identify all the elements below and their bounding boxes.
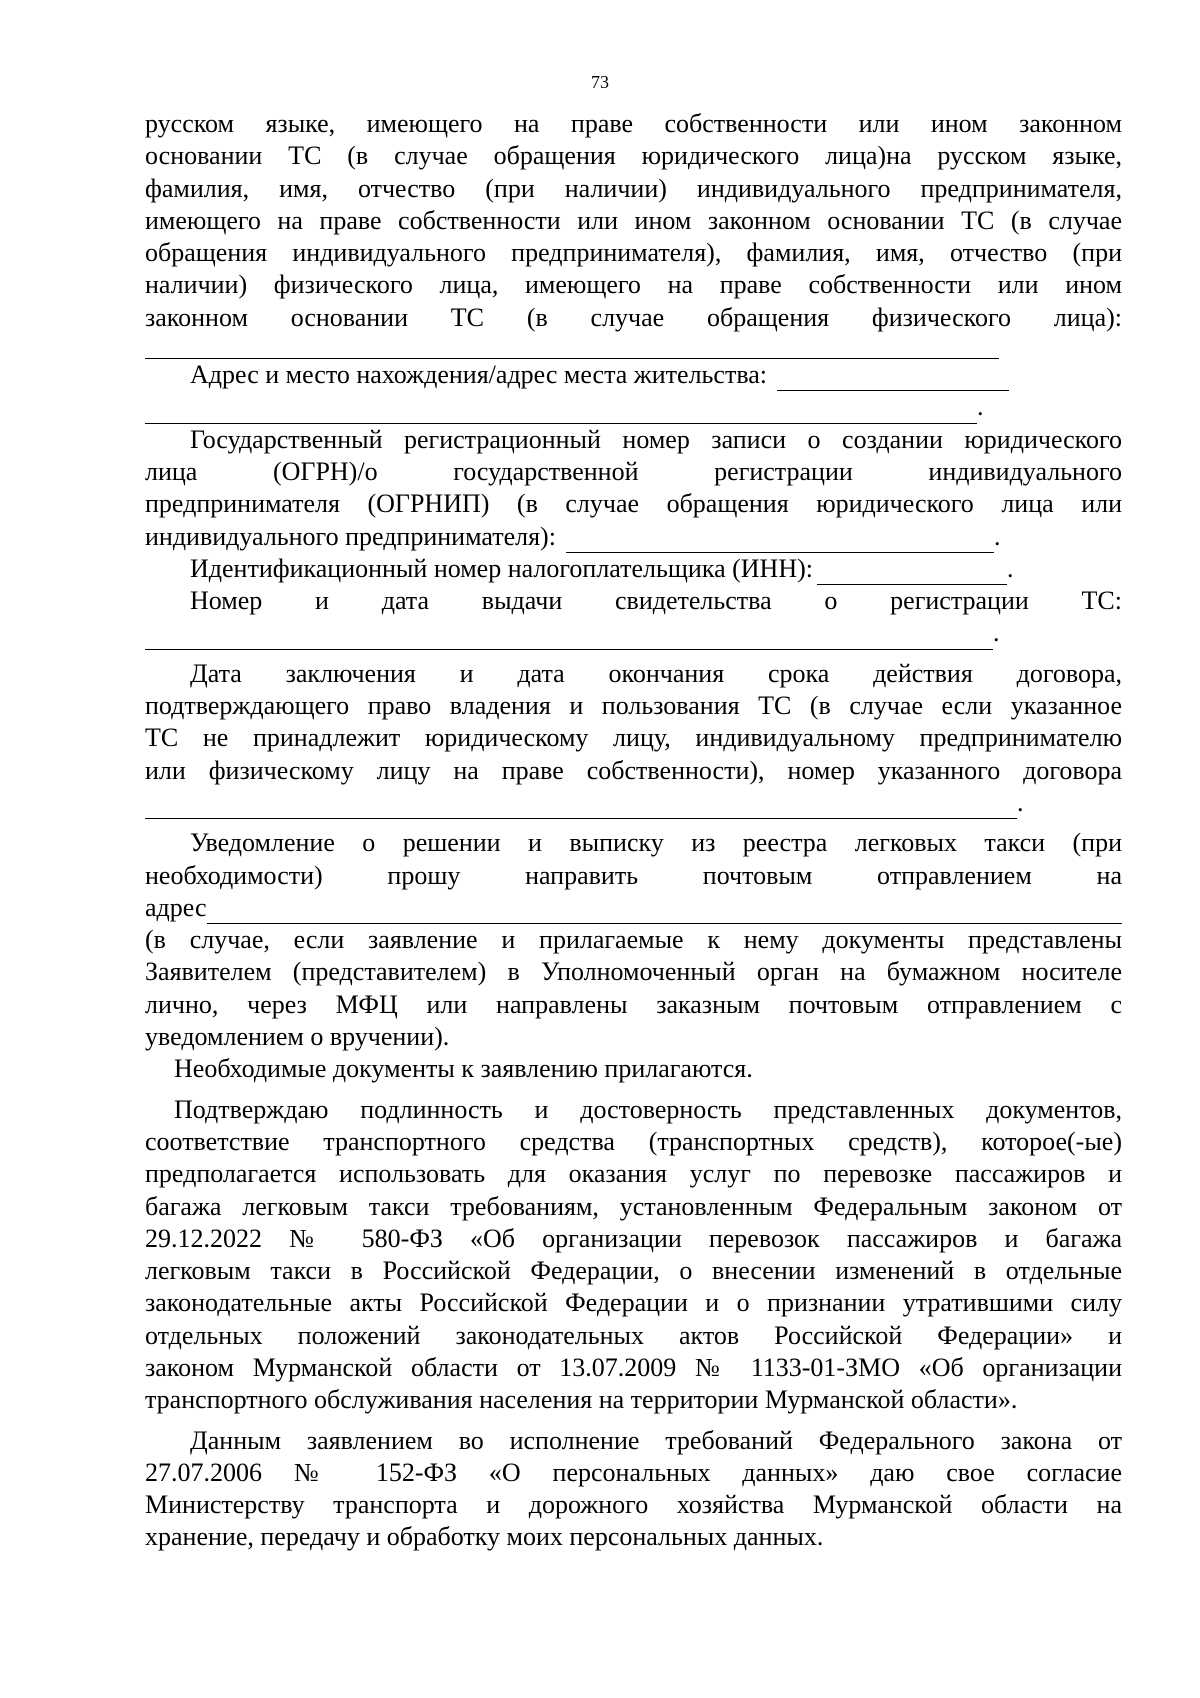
confirmation-paragraph [145, 1094, 1122, 1417]
text-line: багажа легковым такси требованиям, установленным Федеральным законом от [145, 1191, 1122, 1221]
text-line: подтверждающего право владения и пользования ТС (в случае если указанное [145, 691, 1122, 721]
text-line: русском языке, имеющего на праве собственности или ином законном [145, 109, 1122, 138]
address-field [145, 359, 1122, 424]
fill-blank [145, 334, 999, 359]
notification-paragraph [145, 827, 1122, 1053]
inn-field [145, 553, 1122, 585]
text-line: предпринимателя (ОГРНИП) (в случае обращения юридического лица или [145, 489, 1122, 519]
text-line: законом Мурманской области от 13.07.2009 № 1133-01-ЗМО «Об организации [145, 1352, 1122, 1382]
attached-docs: Необходимые документы к заявлению прилагаются. [174, 1054, 753, 1084]
text-line: Государственный регистрационный номер записи о создании юридического [190, 424, 1122, 454]
text-line: 27.07.2006 № 152-ФЗ «О персональных данных» даю свое согласие [145, 1457, 1122, 1487]
end-mark: . [1006, 553, 1014, 583]
inn-blank [817, 560, 1007, 585]
ogrn-row [145, 521, 1122, 553]
text-line: Дата заключения и дата окончания срока действия договора, [190, 658, 1122, 688]
text-line: законодательные акты Российской Федерации и о признании утратившими силу [145, 1288, 1122, 1318]
notification-address-blank [207, 899, 1123, 924]
certificate-row [145, 617, 1122, 649]
end-mark: . [993, 618, 1000, 648]
text-line: 29.12.2022 № 580-ФЗ «Об организации перевозок пассажиров и багажа [145, 1223, 1122, 1253]
text-line: необходимости) прошу направить почтовым отправлением на [145, 860, 1122, 890]
text-line: обращения индивидуального предпринимателя), фамилия, имя, отчество (при [145, 238, 1122, 268]
contract-row [145, 787, 1122, 819]
consent-paragraph [145, 1425, 1122, 1554]
text-line: имеющего на праве собственности или ином законном основании ТС (в случае [145, 205, 1122, 235]
ogrn-blank [566, 528, 994, 553]
address-blank-2 [145, 399, 977, 424]
certificate-label: Номер и дата выдачи свидетельства о регистрации ТС: [190, 586, 1122, 616]
text-line: Заявителем (представителем) в Уполномоченный орган на бумажном носителе [145, 957, 1122, 987]
certificate-field [145, 585, 1122, 650]
text-line: (в случае, если заявление и прилагаемые к нему документы представлены [145, 925, 1122, 955]
text-line: наличии) физического лица, имеющего на праве собственности или ином [145, 270, 1122, 300]
text-line: предполагается использовать для оказания услуг по перевозке пассажиров и [145, 1159, 1122, 1189]
text-line: соответствие транспортного средства (транспортных средств), которое(-ые) [145, 1126, 1122, 1156]
text-line: легковым такси в Российской Федерации, о внесении изменений в отдельные [145, 1256, 1122, 1286]
page-number: 73 [591, 72, 609, 92]
address-label: Адрес и место нахождения/адрес места жительства: [190, 360, 768, 390]
text-line: хранение, передачу и обработку моих персональных данных. [145, 1522, 824, 1552]
end-mark: . [1017, 787, 1024, 817]
text-line: основании ТС (в случае обращения юридического лица)на русском языке, [145, 141, 1122, 171]
text-line: транспортного обслуживания населения на территории Мурманской области». [145, 1385, 1018, 1415]
address-label: адрес [145, 892, 207, 922]
owner-blank-line [145, 334, 1122, 359]
owner-paragraph [145, 108, 1122, 359]
text-line: лично, через МФЦ или направлены заказным почтовым отправлением с [145, 989, 1122, 1019]
address-blank [777, 366, 1009, 391]
address-row [145, 359, 1122, 391]
text-line: Подтверждаю подлинность и достоверность представленных документов, [174, 1094, 1122, 1124]
text-line: Уведомление о решении и выписку из реестра легковых такси (при [190, 828, 1122, 858]
notification-address-row [145, 892, 1122, 924]
contract-paragraph [145, 658, 1122, 819]
ogrn-last-line: индивидуального предпринимателя): [145, 521, 556, 551]
document-body [145, 108, 1122, 1554]
text-line: Данным заявлением во исполнение требований Федерального закона от [190, 1425, 1122, 1455]
text-line: отдельных положений законодательных актов Российской Федерации» и [145, 1320, 1122, 1350]
end-mark: . [993, 521, 1001, 551]
text-line: или физическому лицу на праве собственности), номер указанного договора [145, 755, 1122, 785]
text-line: законном основании ТС (в случае обращения физического лица): [145, 302, 1122, 332]
text-line: Министерству транспорта и дорожного хозяйства Мурманской области на [145, 1490, 1122, 1520]
ogrn-paragraph [145, 424, 1122, 553]
text-line: уведомлением о вручении). [145, 1022, 450, 1052]
text-line: лица (ОГРН)/о государственной регистрации индивидуального [145, 456, 1122, 486]
inn-label: Идентификационный номер налогоплательщика (ИНН): [190, 553, 813, 583]
address-row-2 [145, 391, 1122, 423]
end-mark: . [977, 392, 984, 422]
text-line: фамилия, имя, отчество (при наличии) индивидуального предпринимателя, [145, 173, 1122, 203]
text-line: ТС не принадлежит юридическому лицу, индивидуальному предпринимателю [145, 723, 1122, 753]
contract-blank [145, 794, 1017, 819]
certificate-blank [145, 625, 993, 650]
